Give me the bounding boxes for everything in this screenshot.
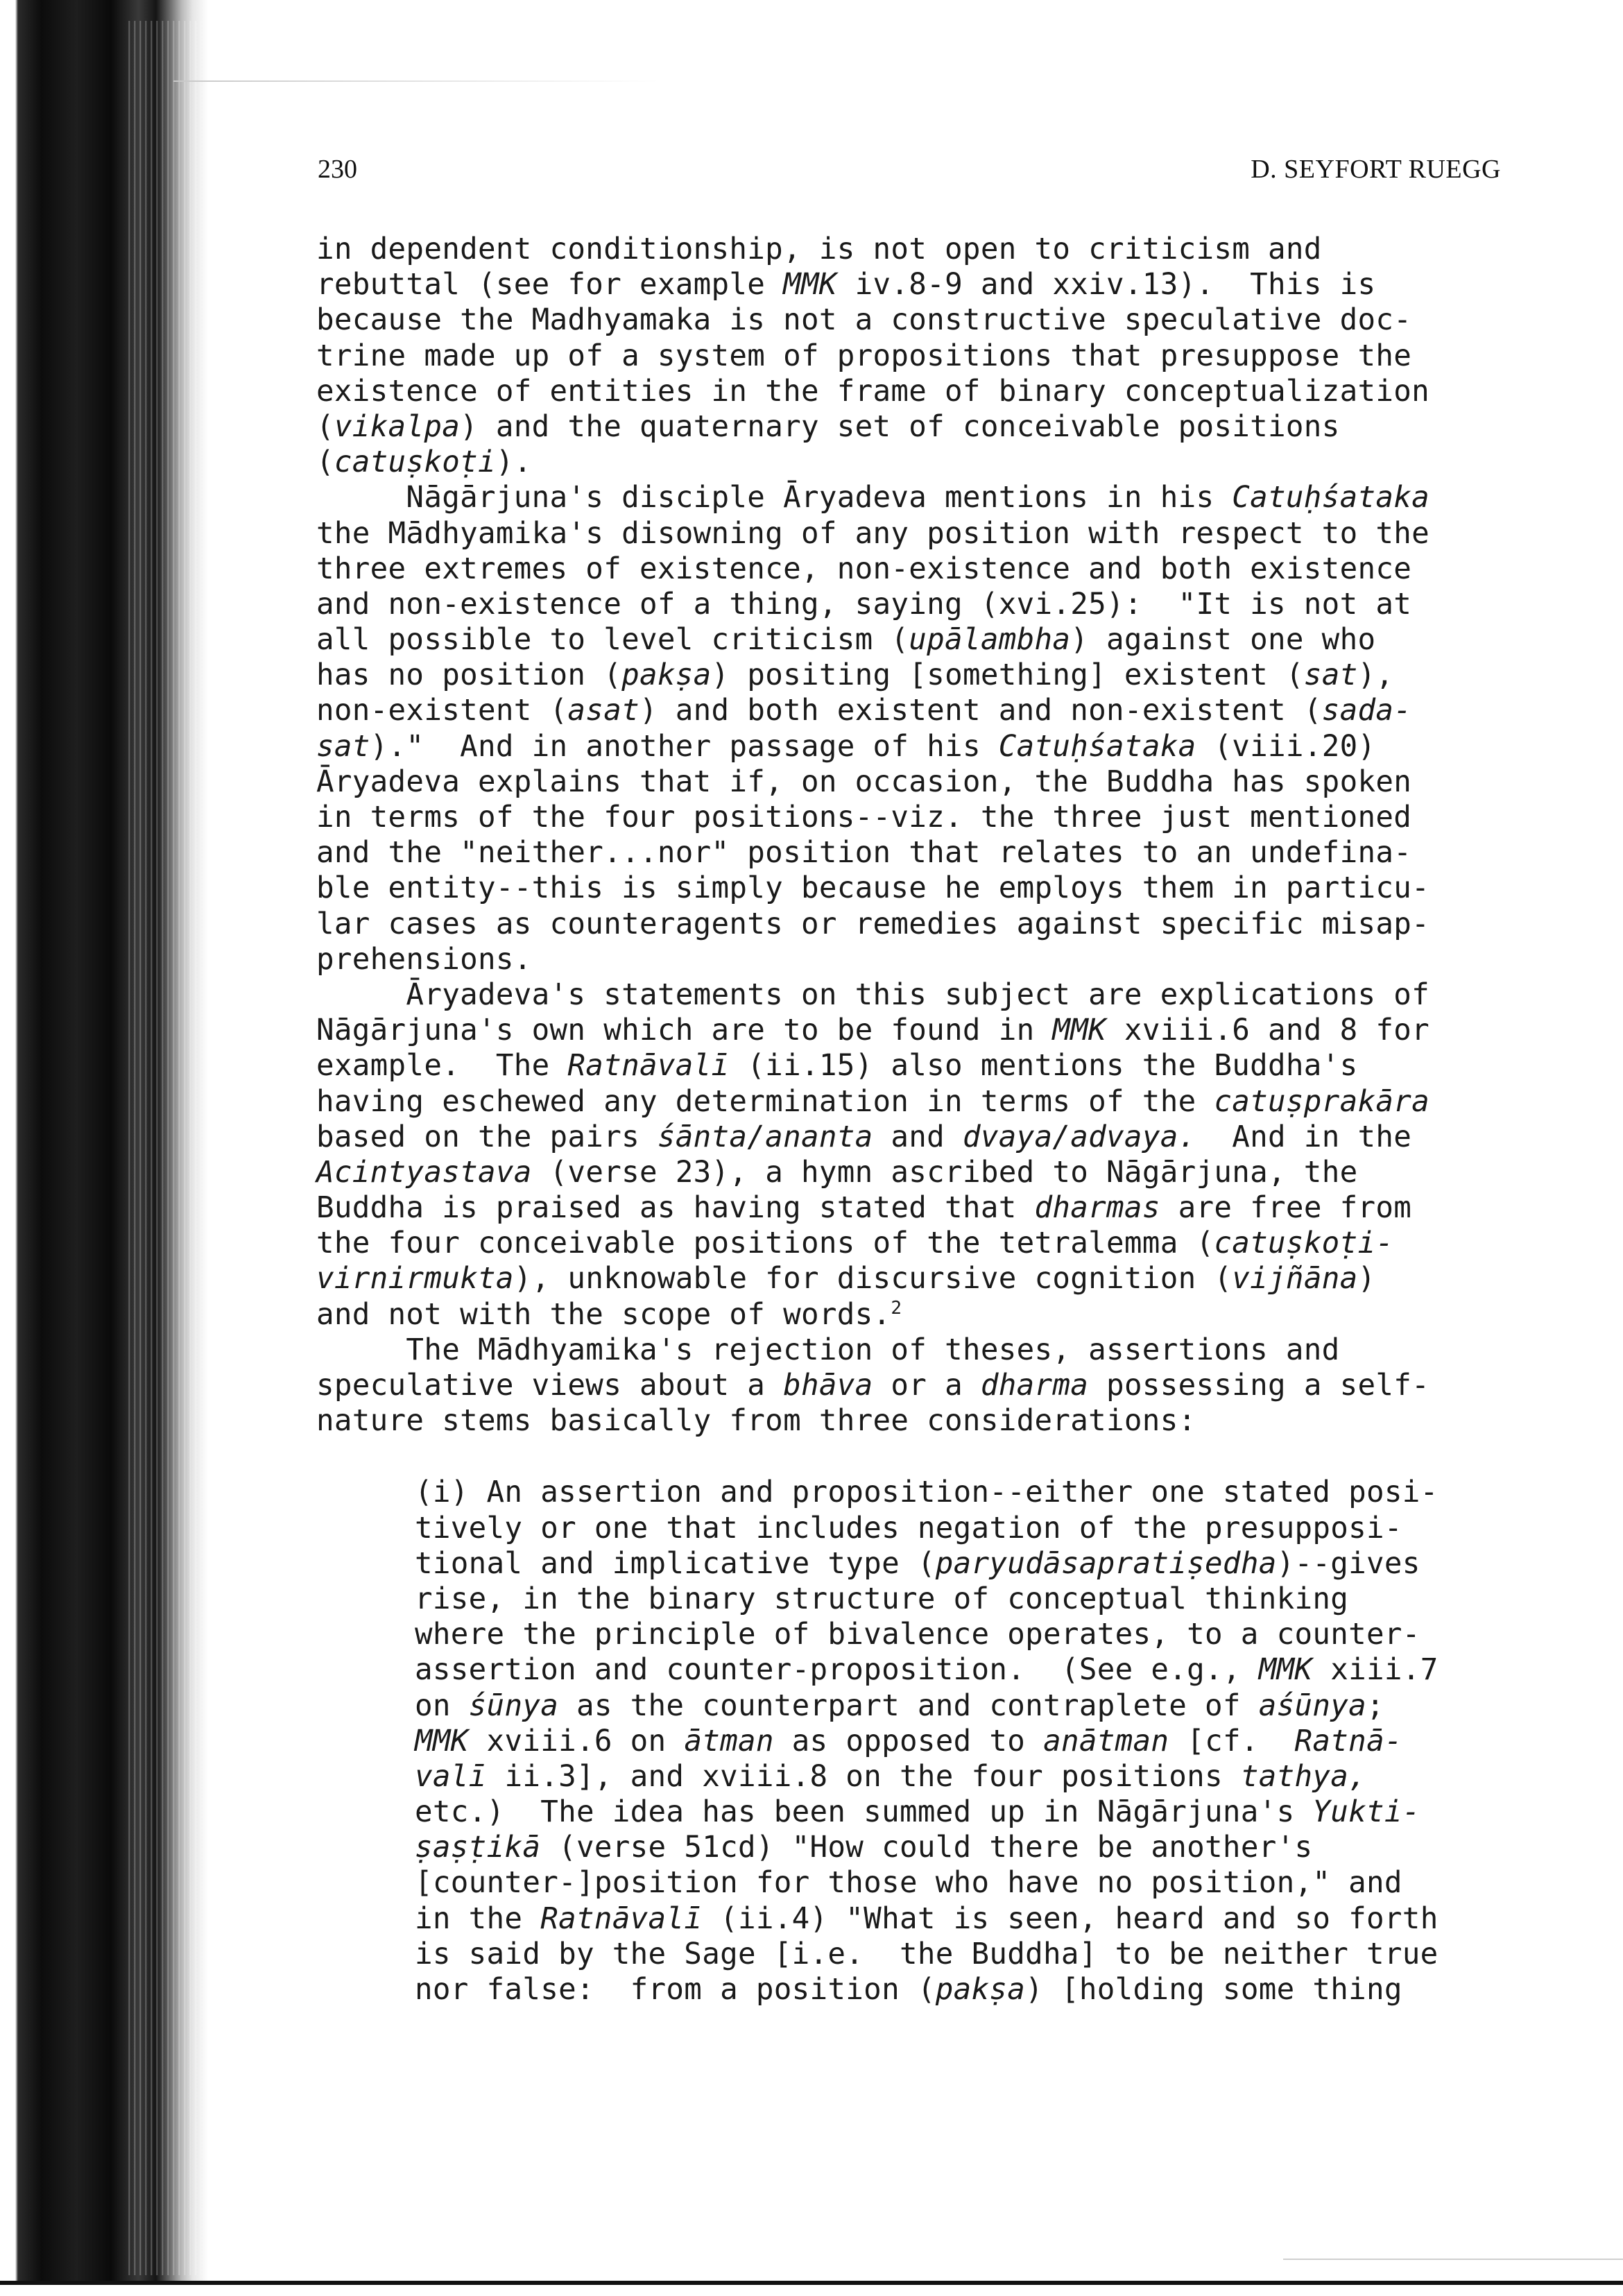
text-run: ): [1357, 1262, 1376, 1296]
text-run: are free from: [1160, 1191, 1412, 1226]
italic-term: Ratnāvalī: [540, 1901, 703, 1936]
text-run: xviii.6 on: [468, 1724, 685, 1758]
text-run: )." And in another passage of his: [370, 729, 999, 764]
binding-stripes: [125, 21, 201, 2275]
paragraph-gap: [316, 1439, 1537, 1475]
text-run: [cf.: [1169, 1724, 1295, 1758]
italic-term: Catuḥśataka: [1232, 481, 1430, 515]
text-run: speculative views about a: [316, 1369, 784, 1403]
text-line: [316, 480, 1537, 515]
text-run: in dependent conditionship, is not open to criticism and: [316, 232, 1322, 266]
italic-term: pakṣa: [621, 658, 712, 693]
text-run: etc.) The idea has been summed up in Nāgārjuna's: [415, 1795, 1313, 1830]
text-line: [316, 1901, 1537, 1937]
text-run: is said by the Sage [i.e. the Buddha] to be neither true: [415, 1937, 1439, 1971]
page-header: [318, 154, 1501, 189]
italic-term: MMK: [415, 1724, 469, 1758]
text-line: [316, 267, 1537, 302]
text-run: ).: [495, 445, 532, 480]
text-run: the Mādhyamika's disowning of any position with respect to the: [316, 516, 1430, 551]
text-line: [316, 764, 1537, 800]
text-line: [316, 871, 1537, 906]
italic-term: sat: [1303, 658, 1358, 693]
text-run: on: [415, 1688, 469, 1723]
text-run: Āryadeva's statements on this subject are explications of: [316, 977, 1430, 1012]
text-run: as the counterpart and contraplete of: [558, 1688, 1259, 1723]
text-run: ) and both existent and non-existent (: [639, 694, 1322, 728]
text-run: Buddha is praised as having stated that: [316, 1191, 1035, 1226]
text-line: [316, 409, 1537, 445]
text-run: (viii.20): [1196, 729, 1376, 764]
text-line: [316, 1546, 1537, 1582]
text-run: lar cases as counteragents or remedies against specific misap-: [316, 907, 1430, 941]
italic-term: tathya,: [1240, 1759, 1367, 1794]
text-run: having eschewed any determination in terms of the: [316, 1084, 1214, 1119]
text-run: ) against one who: [1070, 623, 1376, 658]
text-line: [316, 622, 1537, 658]
italic-term: śānta/ananta: [657, 1120, 873, 1154]
text-run: Āryadeva explains that if, on occasion, the Buddha has spoken: [316, 764, 1412, 799]
text-run: )--gives: [1276, 1546, 1420, 1581]
text-line: [316, 1617, 1537, 1652]
text-run: (verse 23), a hymn ascribed to Nāgārjuna, the: [531, 1155, 1358, 1190]
italic-term: bhāva: [783, 1369, 873, 1403]
italic-term: dharmas: [1034, 1191, 1160, 1226]
italic-term: MMK: [783, 268, 837, 302]
text-line: [316, 374, 1537, 409]
footnote-marker: 2: [891, 1297, 902, 1319]
italic-term: pakṣa: [935, 1973, 1026, 2007]
page-number: 230: [318, 155, 357, 184]
text-run: non-existent (: [316, 694, 568, 728]
italic-term: catuṣkoṭi: [334, 445, 496, 480]
text-line: [316, 835, 1537, 871]
italic-term: sada-: [1321, 694, 1412, 728]
text-line: [316, 551, 1537, 587]
text-run: Nāgārjuna's own which are to be found in: [316, 1013, 1053, 1048]
text-run: all possible to level criticism (: [316, 623, 909, 658]
text-line: [316, 1937, 1537, 1972]
text-line: [316, 729, 1537, 764]
text-run: rise, in the binary structure of conceptual thinking: [415, 1582, 1349, 1616]
text-run: as opposed to: [773, 1724, 1044, 1758]
text-run: three extremes of existence, non-existence and both existence: [316, 551, 1412, 586]
text-run: and not with the scope of words.: [316, 1297, 891, 1332]
text-run: in the: [415, 1901, 541, 1936]
text-line: [316, 1155, 1537, 1190]
text-line: [316, 1403, 1537, 1439]
italic-term: paryudāsapratiṣedha: [935, 1546, 1277, 1581]
text-line: [316, 1972, 1537, 2007]
text-run: nor false: from a position (: [415, 1973, 936, 2007]
text-run: ),: [1357, 658, 1394, 693]
text-run: ble entity--this is simply because he employs them in particu-: [316, 871, 1430, 906]
text-line: [316, 339, 1537, 374]
text-line: [316, 1794, 1537, 1830]
text-line: [316, 1048, 1537, 1083]
text-line: [316, 942, 1537, 977]
scan-artifact-bottom-faint: [1283, 2259, 1623, 2260]
italic-term: Ratnā-: [1294, 1724, 1402, 1758]
text-line: [316, 1297, 1537, 1333]
body-text: [316, 232, 1537, 2007]
italic-term: catuṣprakāra: [1214, 1084, 1430, 1119]
italic-term: ātman: [684, 1724, 774, 1758]
text-run: (i) An assertion and proposition--either one stated posi-: [415, 1475, 1439, 1510]
text-line: [316, 1511, 1537, 1546]
text-run: And in the: [1196, 1120, 1412, 1154]
text-run: (verse 51cd) "How could there be another's: [540, 1831, 1313, 1865]
text-run: or a: [873, 1369, 981, 1403]
italic-term: catuṣkoṭi-: [1214, 1226, 1394, 1261]
text-line: [316, 445, 1537, 480]
text-run: ), unknowable for discursive cognition (: [513, 1262, 1233, 1296]
italic-term: anātman: [1043, 1724, 1169, 1758]
text-run: nature stems basically from three considerations:: [316, 1404, 1196, 1439]
text-line: [316, 1261, 1537, 1296]
running-head: D. SEYFORT RUEGG: [1251, 155, 1501, 184]
text-run: in terms of the four positions--viz. the three just mentioned: [316, 800, 1412, 834]
italic-term: śūnya: [468, 1688, 559, 1723]
text-run: Nāgārjuna's disciple Āryadeva mentions in his: [316, 481, 1233, 515]
text-line: [316, 302, 1537, 338]
italic-term: aśūnya: [1258, 1688, 1367, 1723]
text-run: xviii.6 and 8 for: [1106, 1013, 1430, 1048]
text-run: possessing a self-: [1088, 1369, 1430, 1403]
text-line: [316, 1333, 1537, 1368]
text-run: rebuttal (see for example: [316, 268, 784, 302]
text-line: [316, 1190, 1537, 1226]
text-line: [316, 1652, 1537, 1688]
text-run: (: [316, 445, 334, 480]
italic-term: virnirmukta: [316, 1262, 514, 1296]
text-run: has no position (: [316, 658, 622, 693]
italic-term: sat: [316, 729, 370, 764]
text-run: where the principle of bivalence operates, to a counter-: [415, 1618, 1420, 1652]
text-run: based on the pairs: [316, 1120, 658, 1154]
text-line: [316, 1226, 1537, 1261]
text-line: [316, 1830, 1537, 1865]
text-line: [316, 516, 1537, 551]
text-run: The Mādhyamika's rejection of theses, assertions and: [316, 1333, 1340, 1367]
text-line: [316, 587, 1537, 622]
italic-term: ṣaṣṭikā: [415, 1831, 541, 1865]
text-run: [counter-]position for those who have no position," and: [415, 1866, 1402, 1901]
text-run: existence of entities in the frame of binary conceptualization: [316, 374, 1430, 409]
text-line: [316, 907, 1537, 942]
text-line: [316, 1084, 1537, 1120]
text-run: (: [316, 409, 334, 444]
text-run: iv.8-9 and xxiv.13). This is: [836, 268, 1376, 302]
text-run: because the Madhyamaka is not a constructive speculative doc-: [316, 303, 1412, 338]
text-run: the four conceivable positions of the tetralemma (: [316, 1226, 1214, 1261]
text-run: prehensions.: [316, 942, 532, 977]
text-run: and: [873, 1120, 963, 1154]
text-line: [316, 1013, 1537, 1048]
text-run: xiii.7: [1312, 1653, 1439, 1688]
text-run: assertion and counter-proposition. (See e.g.,: [415, 1653, 1259, 1688]
italic-term: Catuḥśataka: [998, 729, 1196, 764]
text-line: [316, 1582, 1537, 1617]
text-line: [316, 800, 1537, 835]
text-line: [316, 1865, 1537, 1901]
text-line: [316, 977, 1537, 1013]
scan-bottom-edge: [0, 2281, 1623, 2285]
italic-term: asat: [567, 694, 639, 728]
italic-term: valī: [415, 1759, 487, 1794]
italic-term: upālambha: [909, 623, 1071, 658]
text-run: tional and implicative type (: [415, 1546, 936, 1581]
text-run: tively or one that includes negation of the presupposi-: [415, 1511, 1402, 1545]
text-run: ) [holding some thing: [1025, 1973, 1402, 2007]
text-line: [316, 1688, 1537, 1724]
text-run: and non-existence of a thing, saying (xvi.25): "It is not at: [316, 587, 1412, 622]
text-line: [316, 1120, 1537, 1155]
text-run: ) and the quaternary set of conceivable positions: [460, 409, 1340, 444]
text-run: ;: [1366, 1688, 1384, 1723]
italic-term: Yukti-: [1312, 1795, 1420, 1830]
text-line: [316, 658, 1537, 693]
scan-artifact-line: [173, 80, 659, 82]
italic-term: MMK: [1258, 1653, 1313, 1688]
italic-term: MMK: [1052, 1013, 1107, 1048]
italic-term: Acintyastava: [316, 1155, 532, 1190]
text-line: [316, 232, 1537, 267]
text-run: ii.3], and xviii.8 on the four positions: [486, 1759, 1241, 1794]
text-line: [316, 1759, 1537, 1794]
text-run: (ii.4) "What is seen, heard and so forth: [702, 1901, 1439, 1936]
text-line: [316, 693, 1537, 728]
italic-term: Ratnāvalī: [567, 1049, 730, 1083]
italic-term: dharma: [980, 1369, 1089, 1403]
text-run: ) positing [something] existent (: [711, 658, 1304, 693]
italic-term: vijñāna: [1232, 1262, 1358, 1296]
text-line: [316, 1368, 1537, 1403]
text-run: (ii.15) also mentions the Buddha's: [729, 1049, 1358, 1083]
text-run: trine made up of a system of propositions that presuppose the: [316, 339, 1412, 373]
italic-term: vikalpa: [334, 409, 461, 444]
text-line: [316, 1724, 1537, 1759]
italic-term: dvaya/advaya.: [962, 1120, 1196, 1154]
text-run: and the "neither...nor" position that relates to an undefina-: [316, 836, 1412, 871]
text-run: example. The: [316, 1049, 568, 1083]
text-line: [316, 1475, 1537, 1510]
